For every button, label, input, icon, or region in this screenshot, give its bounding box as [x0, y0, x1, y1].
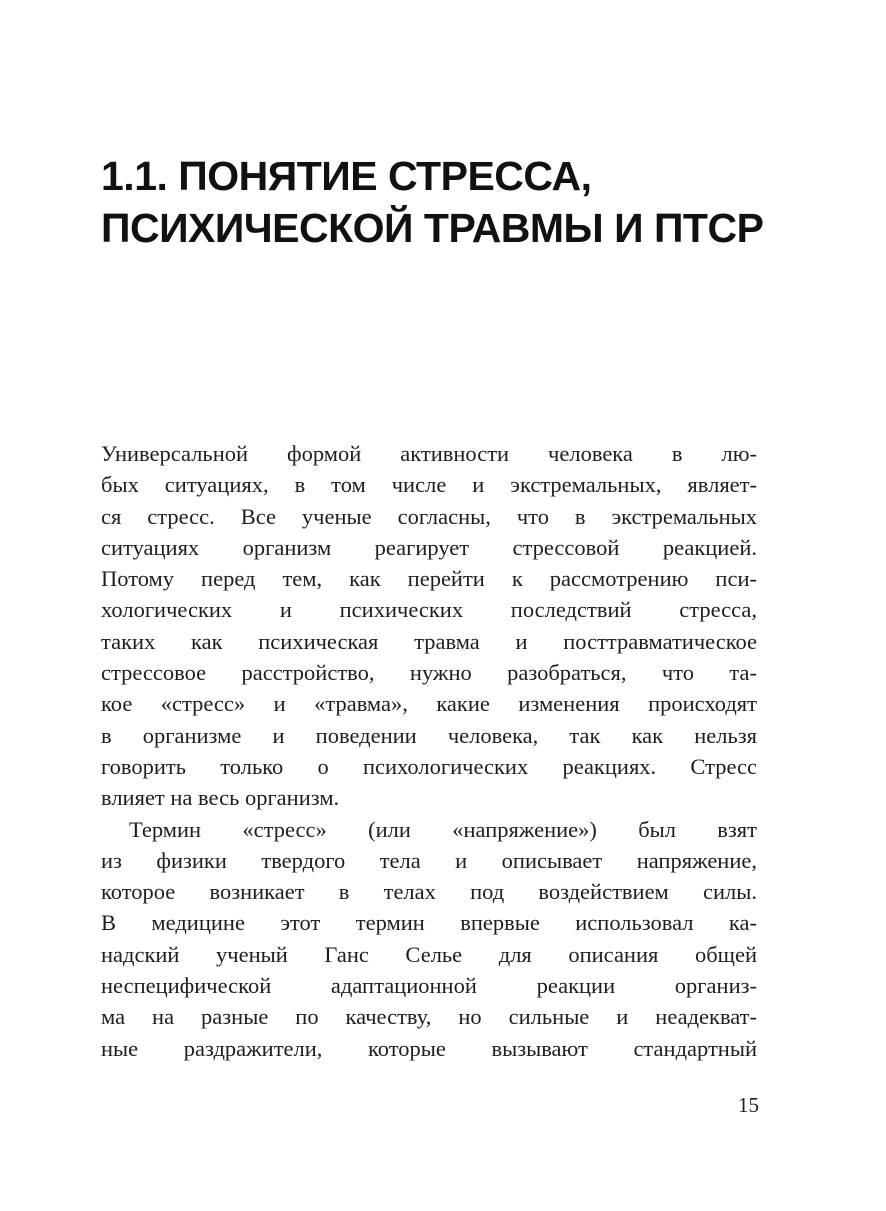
text-line: ные раздражители, которые вызывают стандартный: [101, 1035, 757, 1061]
chapter-heading: [101, 150, 801, 254]
text-line: Термин «стресс» (или «напряжение») был взят: [129, 816, 757, 842]
text-line: Потому перед тем, как перейти к рассмотрению пси-: [101, 566, 757, 592]
text-line: говорить только о психологических реакциях. Стресс: [101, 753, 757, 779]
text-line: стрессовое расстройство, нужно разобраться, что та-: [101, 660, 757, 686]
paragraph-2: [101, 814, 757, 1064]
text-line: ситуациях организм реагирует стрессовой реакцией.: [101, 534, 757, 560]
text-line: неспецифической адаптационной реакции организ-: [101, 973, 757, 999]
text-line: хологических и психических последствий стресса,: [101, 597, 757, 623]
text-line: В медицине этот термин впервые использовал ка-: [101, 910, 757, 936]
text-line: таких как психическая травма и посттравматическое: [101, 628, 757, 654]
text-line: влияет на весь организм.: [101, 785, 340, 811]
text-line: бых ситуациях, в том числе и экстремальных, являет-: [101, 472, 757, 498]
page-number: 15: [738, 1093, 759, 1117]
text-line: ма на разные по качеству, но сильные и неадекват-: [101, 1004, 757, 1030]
text-line: ся стресс. Все ученые согласны, что в экстремальных: [101, 503, 757, 529]
text-line: кое «стресс» и «травма», какие изменения происходят: [101, 691, 757, 717]
paragraph-1: [101, 438, 757, 814]
text-line: Универсальной формой активности человека в лю-: [101, 441, 757, 466]
text-line: из физики твердого тела и описывает напряжение,: [101, 847, 757, 873]
heading-line: ПСИХИЧЕСКОЙ ТРАВМЫ И ПТСР: [101, 205, 764, 251]
text-line: надский ученый Ганс Селье для описания общей: [101, 941, 757, 967]
text-line: которое возникает в телах под воздействием силы.: [101, 879, 757, 905]
heading-line: 1.1. ПОНЯТИЕ СТРЕССА,: [101, 153, 592, 199]
text-line: в организме и поведении человека, так как нельзя: [101, 722, 757, 748]
body-text: [101, 438, 757, 1064]
